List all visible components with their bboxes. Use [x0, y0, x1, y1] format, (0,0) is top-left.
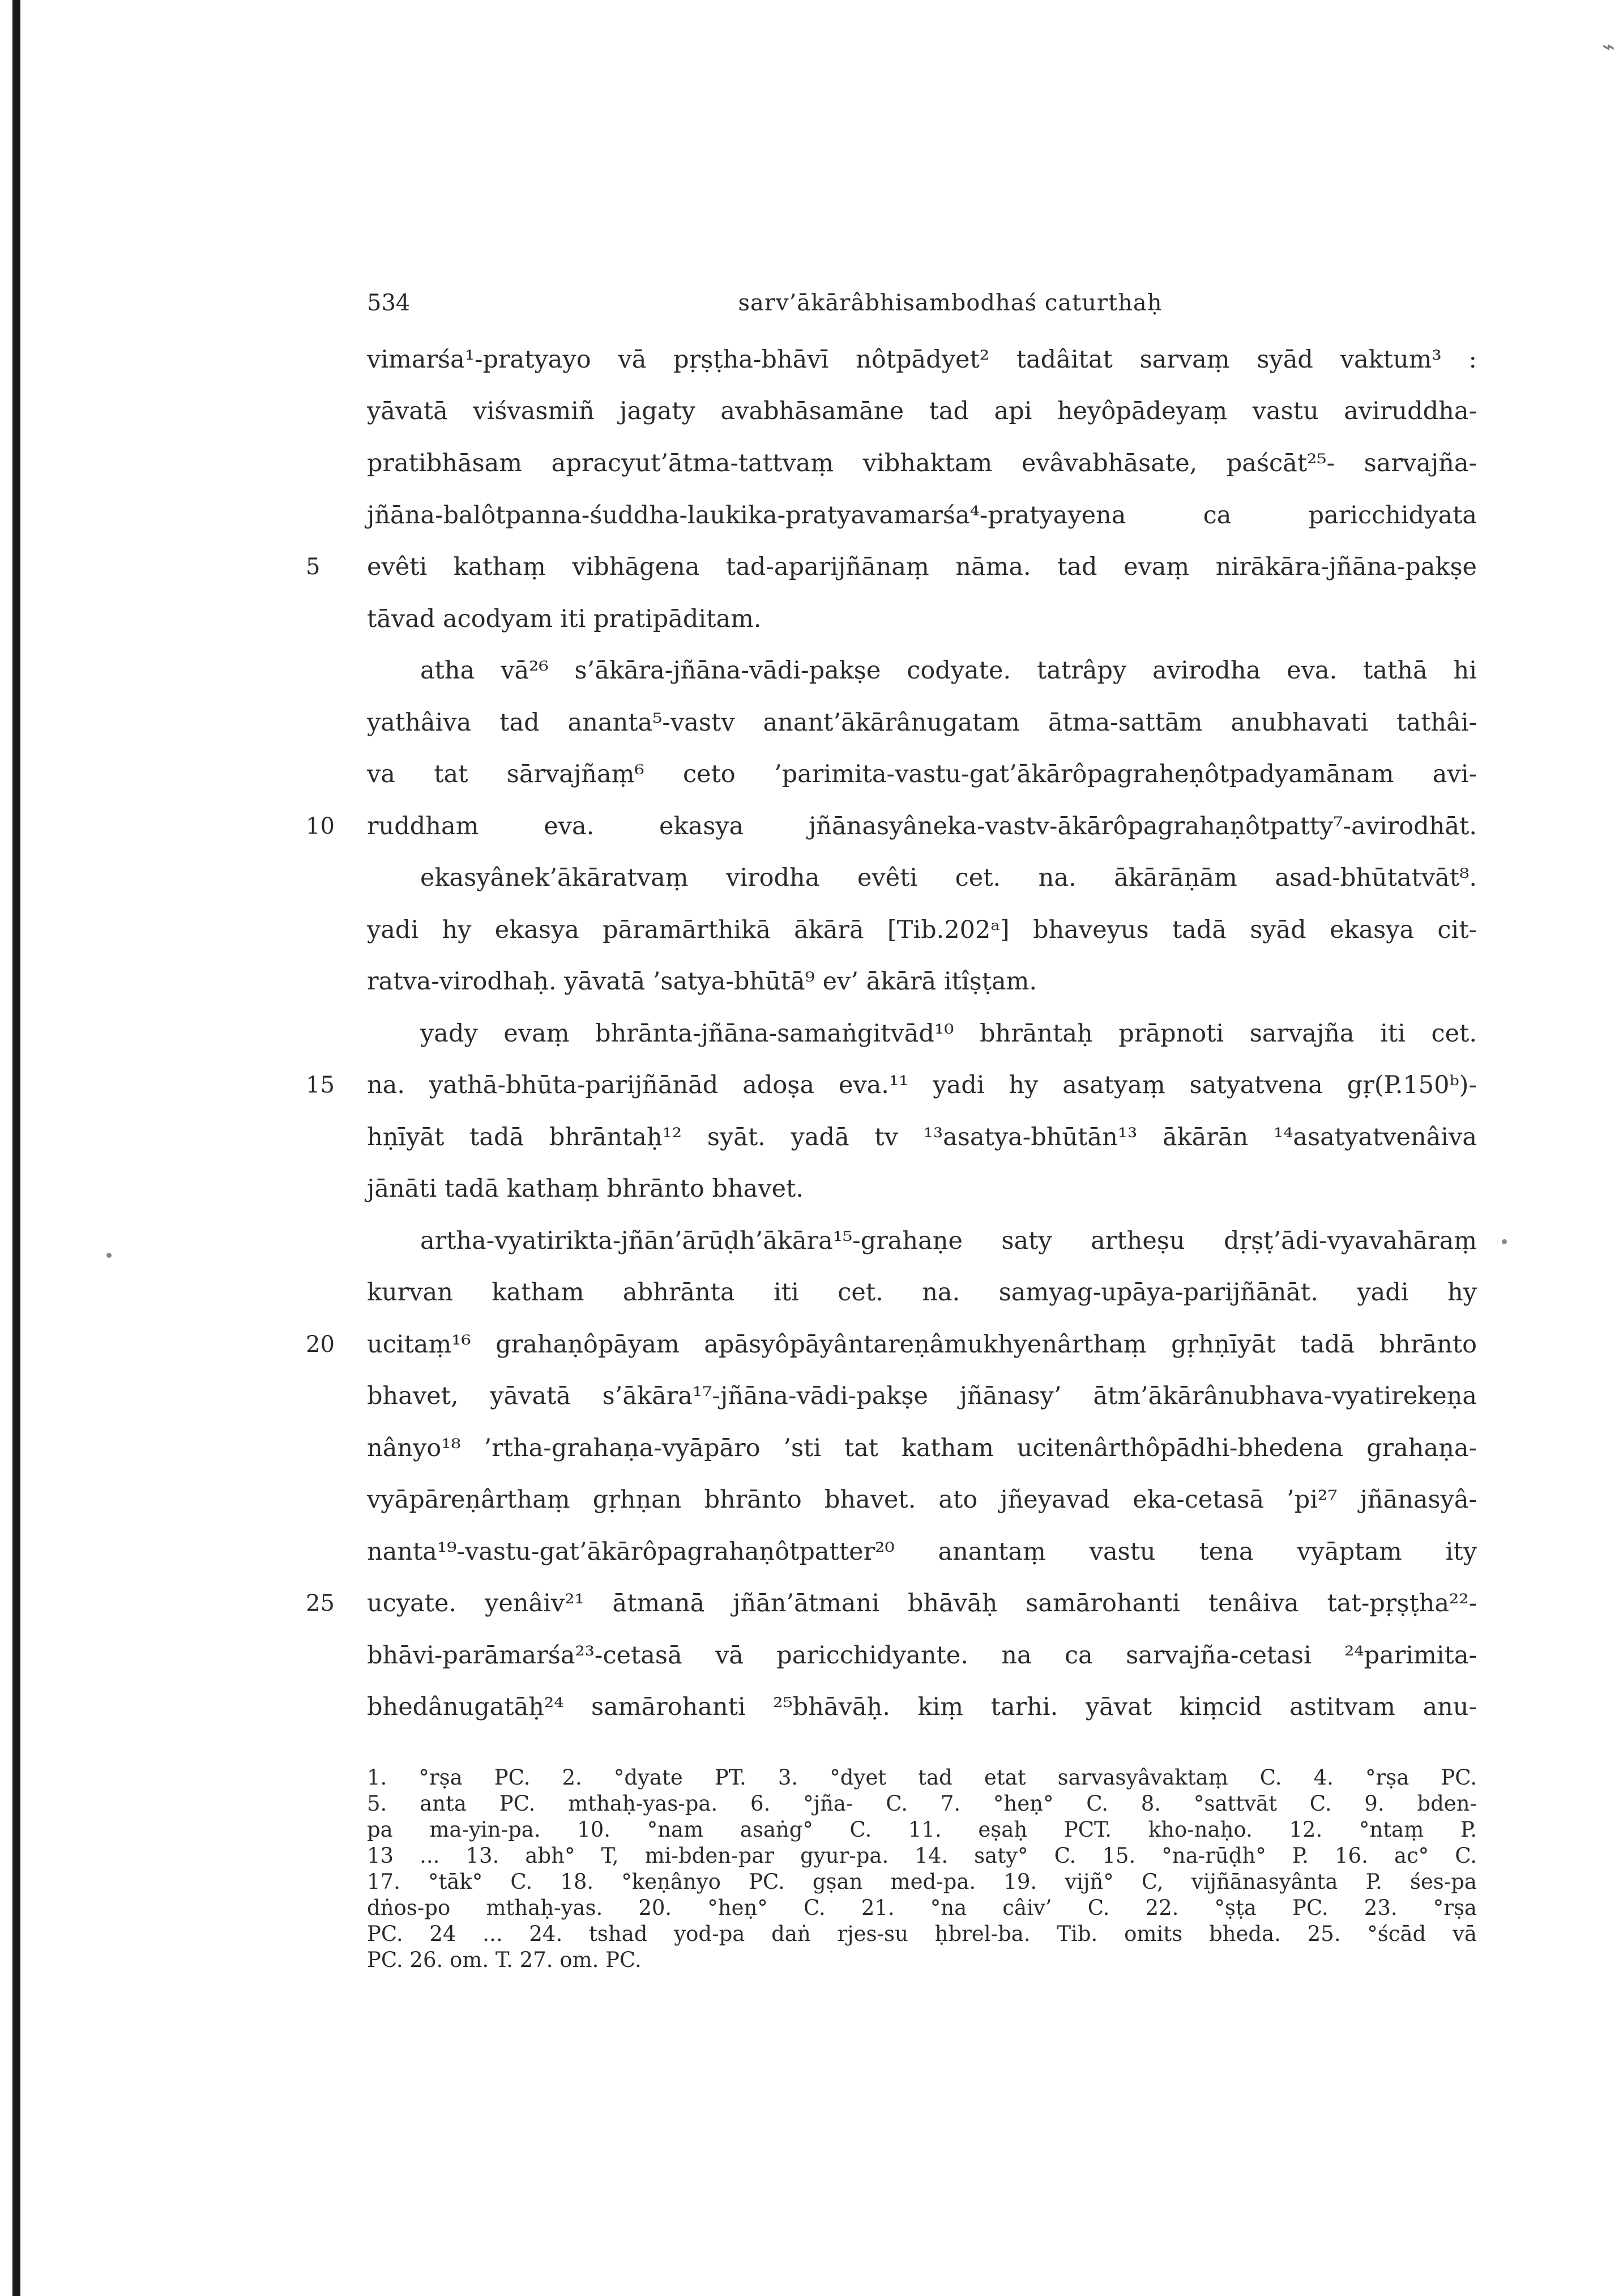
footnote-line: PC. 24 ... 24. tshad yod-pa daṅ rjes-su ḥbrel-ba. Tib. omits bheda. 25. °ścād vā — [367, 1922, 1477, 1946]
line-number: 5 — [306, 554, 321, 580]
footnote-line: 17. °tāk° C. 18. °keṇânyo PC. gṣan med-pa. 19. vijñ° C, vijñānasyânta P. śes-pa — [367, 1870, 1477, 1894]
footnote-line: pa ma-yin-pa. 10. °nam asaṅg° C. 11. eṣaḥ PCT. kho-naḥo. 12. °ntaṃ P. — [367, 1817, 1477, 1842]
text-line: bhedânugatāḥ²⁴ samārohanti ²⁵bhāvāḥ. kiṃ tarhi. yāvat kiṃcid astitvam anu- — [367, 1693, 1477, 1721]
stray-dot — [1502, 1239, 1507, 1244]
text-line: evêti kathaṃ vibhāgena tad-aparijñānaṃ nāma. tad evaṃ nirākāra-jñāna-pakṣe — [367, 553, 1477, 581]
text-line: kurvan katham abhrānta iti cet. na. samyag-upāya-parijñānāt. yadi hy — [367, 1278, 1477, 1307]
text-line: bhavet, yāvatā s’ākāra¹⁷-jñāna-vādi-pakṣe jñānasy’ ātm’ākārânubhava-vyatirekeṇa — [367, 1382, 1477, 1410]
text-line: yadi hy ekasya pāramārthikā ākārā [Tib.202ᵃ] bhaveyus tadā syād ekasya cit- — [367, 916, 1477, 944]
text-line: ruddham eva. ekasya jñānasyâneka-vastv-ākārôpagrahaṇôtpatty⁷-avirodhāt. — [367, 812, 1477, 840]
text-line: yady evaṃ bhrānta-jñāna-samaṅgitvād¹⁰ bhrāntaḥ prāpnoti sarvajña iti cet. — [420, 1019, 1477, 1048]
running-title: sarv’ākārâbhisambodhaś caturthaḥ — [738, 290, 1163, 316]
line-number: 15 — [306, 1072, 335, 1098]
text-line: ekasyânek’ākāratvaṃ virodha evêti cet. na. ākārāṇām asad-bhūtatvāt⁸. — [420, 864, 1477, 892]
text-line: jānāti tadā kathaṃ bhrānto bhavet. — [367, 1175, 804, 1203]
scan-mark-icon: ⌁ — [1602, 34, 1615, 59]
footnote-line: PC. 26. om. T. 27. om. PC. — [367, 1948, 642, 1972]
line-number: 25 — [306, 1590, 335, 1616]
text-line: vyāpāreṇârthaṃ gṛhṇan bhrānto bhavet. ato jñeyavad eka-cetasā ’pi²⁷ jñānasyâ- — [367, 1486, 1477, 1514]
line-number: 10 — [306, 813, 335, 839]
footnote-line: 1. °rṣa PC. 2. °dyate PT. 3. °dyet tad etat sarvasyâvaktaṃ C. 4. °rṣa PC. — [367, 1765, 1477, 1790]
text-line: ucyate. yenâiv²¹ ātmanā jñān’ātmani bhāvāḥ samārohanti tenâiva tat-pṛṣṭha²²- — [367, 1589, 1477, 1618]
text-line: yāvatā viśvasmiñ jagaty avabhāsamāne tad api heyôpādeyaṃ vastu aviruddha- — [367, 397, 1477, 425]
page-header — [367, 290, 1534, 324]
text-line: tāvad acodyam iti pratipāditam. — [367, 605, 762, 633]
page-number: 534 — [367, 290, 411, 316]
text-line: pratibhāsam apracyut’ātma-tattvaṃ vibhaktam evâvabhāsate, paścāt²⁵- sarvajña- — [367, 449, 1477, 477]
text-line: va tat sārvajñaṃ⁶ ceto ’parimita-vastu-gat’ākārôpagraheṇôtpadyamānam avi- — [367, 760, 1477, 788]
text-line: nânyo¹⁸ ’rtha-grahaṇa-vyāpāro ’sti tat katham ucitenârthôpādhi-bhedena grahaṇa- — [367, 1434, 1477, 1462]
footnotes — [367, 1765, 1477, 1973]
text-line: yathâiva tad ananta⁵-vastv anant’ākārânugatam ātma-sattām anubhavati tathâi- — [367, 709, 1477, 737]
text-line: bhāvi-parāmarśa²³-cetasā vā paricchidyante. na ca sarvajña-cetasi ²⁴parimita- — [367, 1641, 1477, 1670]
text-line: nanta¹⁹-vastu-gat’ākārôpagrahaṇôtpatter²⁰ anantaṃ vastu tena vyāptam ity — [367, 1538, 1477, 1566]
footnote-line: 5. anta PC. mthaḥ-yas-pa. 6. °jña- C. 7. °heṇ° C. 8. °sattvāt C. 9. bden- — [367, 1791, 1477, 1816]
text-line: ucitaṃ¹⁶ grahaṇôpāyam apāsyôpāyântareṇâmukhyenârthaṃ gṛhṇīyāt tadā bhrānto — [367, 1330, 1477, 1359]
text-line: hṇīyāt tadā bhrāntaḥ¹² syāt. yadā tv ¹³asatya-bhūtān¹³ ākārān ¹⁴asatyatvenâiva — [367, 1123, 1477, 1151]
stray-dot — [106, 1253, 112, 1258]
text-line: vimarśa¹-pratyayo vā pṛṣṭha-bhāvī nôtpādyet² tadâitat sarvaṃ syād vaktum³ : — [367, 345, 1477, 374]
footnote-line: 13 ... 13. abh° T, mi-bden-par gyur-pa. 14. saty° C. 15. °na-rūḍh° P. 16. ac° C. — [367, 1843, 1477, 1868]
text-line: artha-vyatirikta-jñān’ārūḍh’ākāra¹⁵-grahaṇe saty artheṣu dṛṣṭ’ādi-vyavahāraṃ — [420, 1227, 1477, 1255]
scan-border — [12, 0, 20, 2296]
text-line: ratva-virodhaḥ. yāvatā ’satya-bhūtā⁹ ev’ ākārā itîṣṭam. — [367, 967, 1037, 996]
text-line: atha vā²⁶ s’ākāra-jñāna-vādi-pakṣe codyate. tatrâpy avirodha eva. tathā hi — [420, 656, 1477, 685]
footnote-line: dṅos-po mthaḥ-yas. 20. °heṇ° C. 21. °na câiv’ C. 22. °ṣṭa PC. 23. °rṣa — [367, 1896, 1477, 1920]
text-line: jñāna-balôtpanna-śuddha-laukika-pratyavamarśa⁴-pratyayena ca paricchidyata — [367, 501, 1477, 530]
line-number: 20 — [306, 1331, 335, 1358]
text-line: na. yathā-bhūta-parijñānād adoṣa eva.¹¹ yadi hy asatyaṃ satyatvena gṛ(P.150ᵇ)- — [367, 1071, 1477, 1099]
